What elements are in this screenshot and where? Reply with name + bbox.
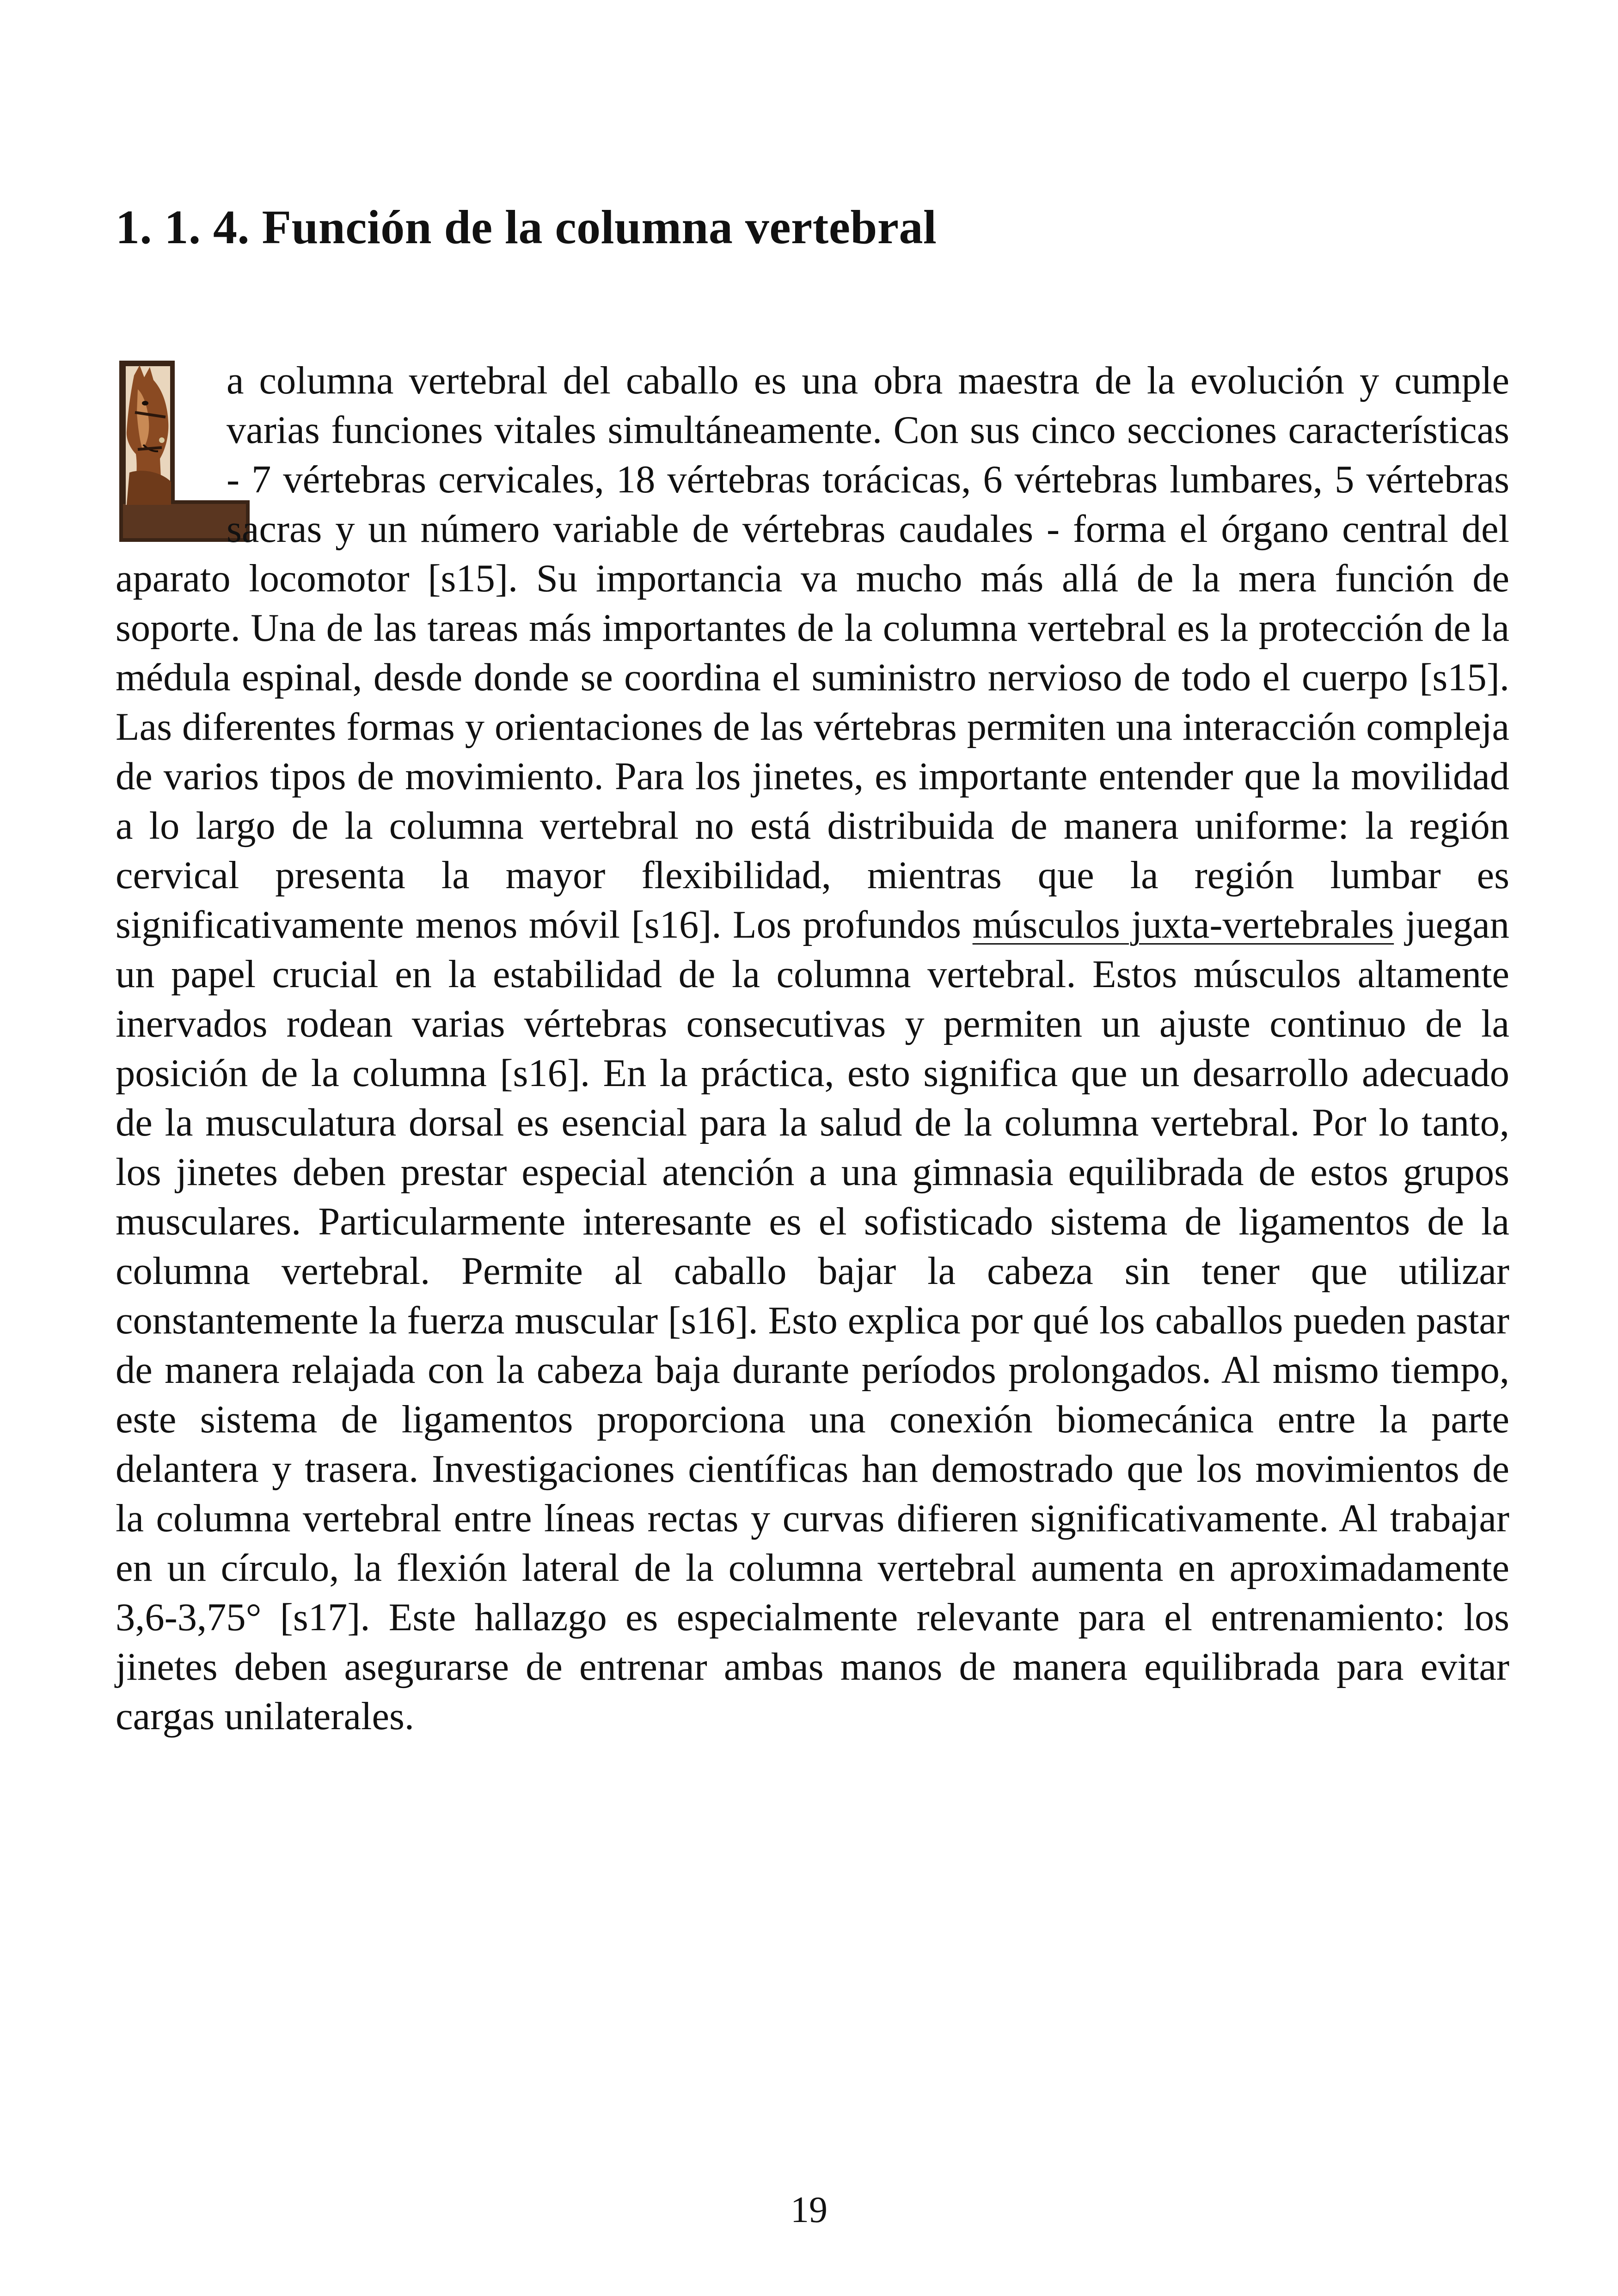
underlined-term: músculos juxta-vertebrales	[972, 903, 1394, 946]
body-paragraph	[116, 356, 1509, 1741]
paragraph-text-part-1: a columna vertebral del caballo es una obra maestra de la evolución y cumple varias funciones vitales simultáneamente. Con sus cinco secciones características - 7 vértebras cervicales, 18 vértebras torácicas, 6 vértebras lumbares, 5 vértebras sacras y un número variable de vértebras caudales - forma el órgano central del aparato locomotor [s15]. Su importancia va mucho más allá de la mera función de soporte. Una de las tareas más importantes de la columna vertebral es la protección de la médula espinal, desde donde se coordina el suministro nervioso de todo el cuerpo [s15]. Las diferentes formas y orientaciones de las vértebras permiten una interacción compleja de varios tipos de movimiento. Para los jinetes, es importante entender que la movilidad a lo largo de la columna vertebral no está distribuida de manera uniforme: la región cervical presenta la mayor flexibilidad, mientras que la región lumbar es significativamente menos móvil [s16]. Los profundos	[116, 359, 1509, 946]
page-number: 19	[791, 2190, 827, 2230]
section-heading: 1. 1. 4. Función de la columna vertebral	[116, 201, 937, 254]
paragraph-text-part-2: juegan un papel crucial en la estabilidad de la columna vertebral. Estos músculos altamente inervados rodean varias vértebras consecutivas y permiten un ajuste continuo de la posición de la columna [s16]. En la práctica, esto significa que un desarrollo adecuado de la musculatura dorsal es esencial para la salud de la columna vertebral. Por lo tanto, los jinetes deben prestar especial atención a una gimnasia equilibrada de estos grupos musculares. Particularmente interesante es el sofisticado sistema de ligamentos de la columna vertebral. Permite al caballo bajar la cabeza sin tener que utilizar constantemente la fuerza muscular [s16]. Esto explica por qué los caballos pueden pastar de manera relajada con la cabeza baja durante períodos prolongados. Al mismo tiempo, este sistema de ligamentos proporciona una conexión biomecánica entre la parte delantera y trasera. Investigaciones científicas han demostrado que los movimientos de la columna vertebral entre líneas rectas y curvas difieren significativamente. Al trabajar en un círculo, la flexión lateral de la columna vertebral aumenta en aproximadamente 3,6-3,75° [s17]. Este hallazgo es especialmente relevante para el entrenamiento: los jinetes deben asegurarse de entrenar ambas manos de manera equilibrada para evitar cargas unilaterales.	[116, 903, 1510, 1738]
